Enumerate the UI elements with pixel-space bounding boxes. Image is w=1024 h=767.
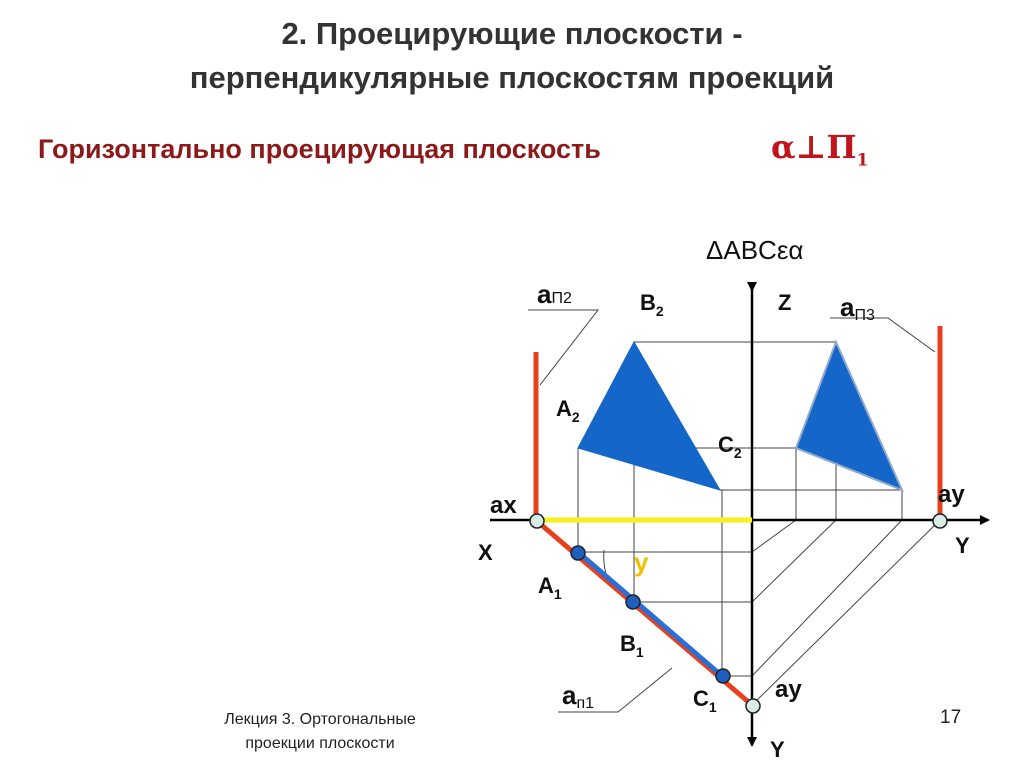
label-y-right: Y xyxy=(955,533,970,558)
triangle-profile-projection xyxy=(796,342,902,490)
subtitle: Горизонтально проецирующая плоскость xyxy=(38,134,601,164)
points xyxy=(530,514,947,713)
title-line-1: 2. Проецирующие плоскости - xyxy=(281,16,743,51)
label-a-pi1: aп1 xyxy=(562,680,595,712)
label-z: Z xyxy=(778,290,792,315)
point-b1 xyxy=(626,595,640,609)
construction-lines xyxy=(528,310,940,712)
label-ay-bottom: ay xyxy=(775,676,802,703)
point-ay-right xyxy=(933,514,947,528)
label-y-yellow: y xyxy=(634,547,649,577)
point-ax xyxy=(530,514,544,528)
label-b2: $B_2$ xyxy=(640,290,664,319)
footer-line-1: Лекция 3. Ортогональные xyxy=(224,711,416,728)
a-pi3-leader xyxy=(830,318,935,352)
plane-traces xyxy=(536,326,940,705)
c-transfer-line xyxy=(752,520,902,676)
page-number: 17 xyxy=(940,707,962,728)
label-c1: $C_1$ xyxy=(693,686,717,715)
footer-caption xyxy=(170,708,470,756)
label-ax: ax xyxy=(490,492,517,519)
footer-line-2: проекции плоскости xyxy=(245,735,395,752)
label-c2: $C_2$ xyxy=(718,432,742,461)
triangle-relation: ΔABCεα xyxy=(706,235,804,265)
triangle-frontal-projection xyxy=(578,342,720,490)
title-line-2: перпендикулярные плоскостям проекций xyxy=(189,60,835,95)
label-b1: $B_1$ xyxy=(620,631,644,660)
label-a1: $A_1$ xyxy=(538,573,562,602)
label-a2: $A_2$ xyxy=(556,396,580,425)
label-ay-right: ay xyxy=(938,481,965,508)
label-a-pi2: aП2 xyxy=(537,279,572,309)
point-ay-bottom xyxy=(746,699,760,713)
point-c1 xyxy=(716,669,730,683)
point-a1 xyxy=(571,546,585,560)
alpha-perp-sub: 1 xyxy=(856,150,869,171)
label-x: X xyxy=(478,540,493,565)
alpha-perp-text: α⊥П xyxy=(771,128,857,166)
a-transfer-line xyxy=(752,520,796,552)
b-transfer-line xyxy=(752,520,836,602)
label-y-bottom: Y xyxy=(770,737,785,762)
label-a-pi3: aП3 xyxy=(840,292,875,324)
triangle-horizontal-projection xyxy=(578,552,722,676)
